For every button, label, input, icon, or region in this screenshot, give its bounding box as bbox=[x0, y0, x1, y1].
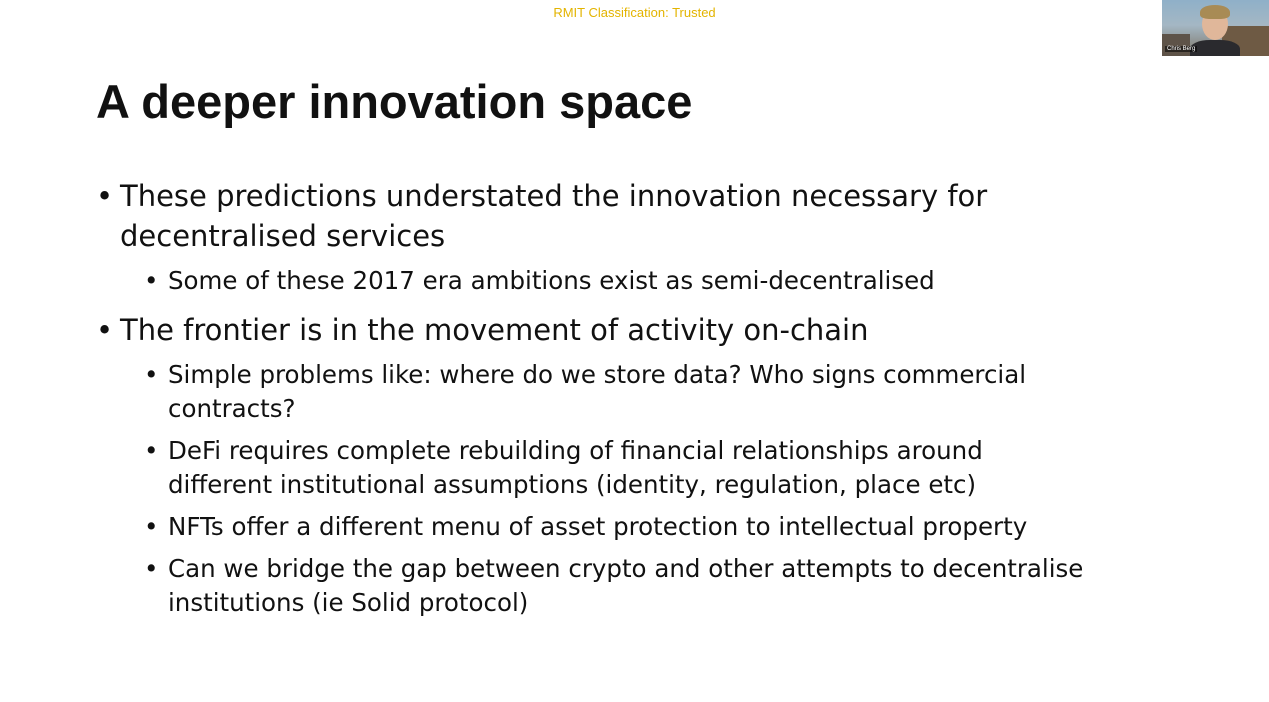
sub-bullet-text: Can we bridge the gap between crypto and other attempts to decentralise bbox=[168, 554, 1084, 583]
sub-bullet-text: contracts? bbox=[168, 394, 296, 423]
participant-body bbox=[1190, 40, 1240, 56]
bullet-text: These predictions understated the innovation necessary for bbox=[120, 179, 988, 213]
sub-bullet-item bbox=[144, 510, 1216, 544]
sub-bullet-text: DeFi requires complete rebuilding of financial relationships around bbox=[168, 436, 983, 465]
bullet-text: decentralised services bbox=[120, 219, 446, 253]
bullet-text: The frontier is in the movement of activity on-chain bbox=[120, 313, 869, 347]
bullet-item bbox=[96, 310, 1216, 350]
participant-video-thumbnail[interactable] bbox=[1162, 0, 1269, 56]
classification-label: RMIT Classification: Trusted bbox=[553, 5, 716, 20]
bullet-marker: • bbox=[96, 313, 114, 347]
sub-bullet-text: Simple problems like: where do we store data? Who signs commercial bbox=[168, 360, 1027, 389]
bullet-marker: • bbox=[144, 360, 159, 389]
sub-bullet-text: institutions (ie Solid protocol) bbox=[168, 588, 529, 617]
bullet-marker: • bbox=[96, 179, 114, 213]
bullet-marker: • bbox=[144, 512, 159, 541]
participant-name-tag: Chris Berg bbox=[1167, 46, 1196, 52]
sub-bullet-item bbox=[144, 434, 1216, 502]
sub-bullet-text: NFTs offer a different menu of asset protection to intellectual property bbox=[168, 512, 1028, 541]
sub-bullet-item bbox=[144, 264, 1216, 298]
participant-hair bbox=[1200, 5, 1230, 19]
bullet-marker: • bbox=[144, 554, 159, 583]
background-building bbox=[1162, 34, 1190, 56]
sub-bullet-text: Some of these 2017 era ambitions exist as semi-decentralised bbox=[168, 266, 935, 295]
slide-title: A deeper innovation space bbox=[96, 75, 693, 128]
sub-bullet-item bbox=[144, 358, 1216, 426]
bullet-marker: • bbox=[144, 436, 159, 465]
sub-bullet-text: different institutional assumptions (identity, regulation, place etc) bbox=[168, 470, 977, 499]
bullet-item bbox=[96, 176, 1216, 256]
bullet-marker: • bbox=[144, 266, 159, 295]
sub-bullet-item bbox=[144, 552, 1216, 620]
slide-body bbox=[96, 176, 1216, 620]
